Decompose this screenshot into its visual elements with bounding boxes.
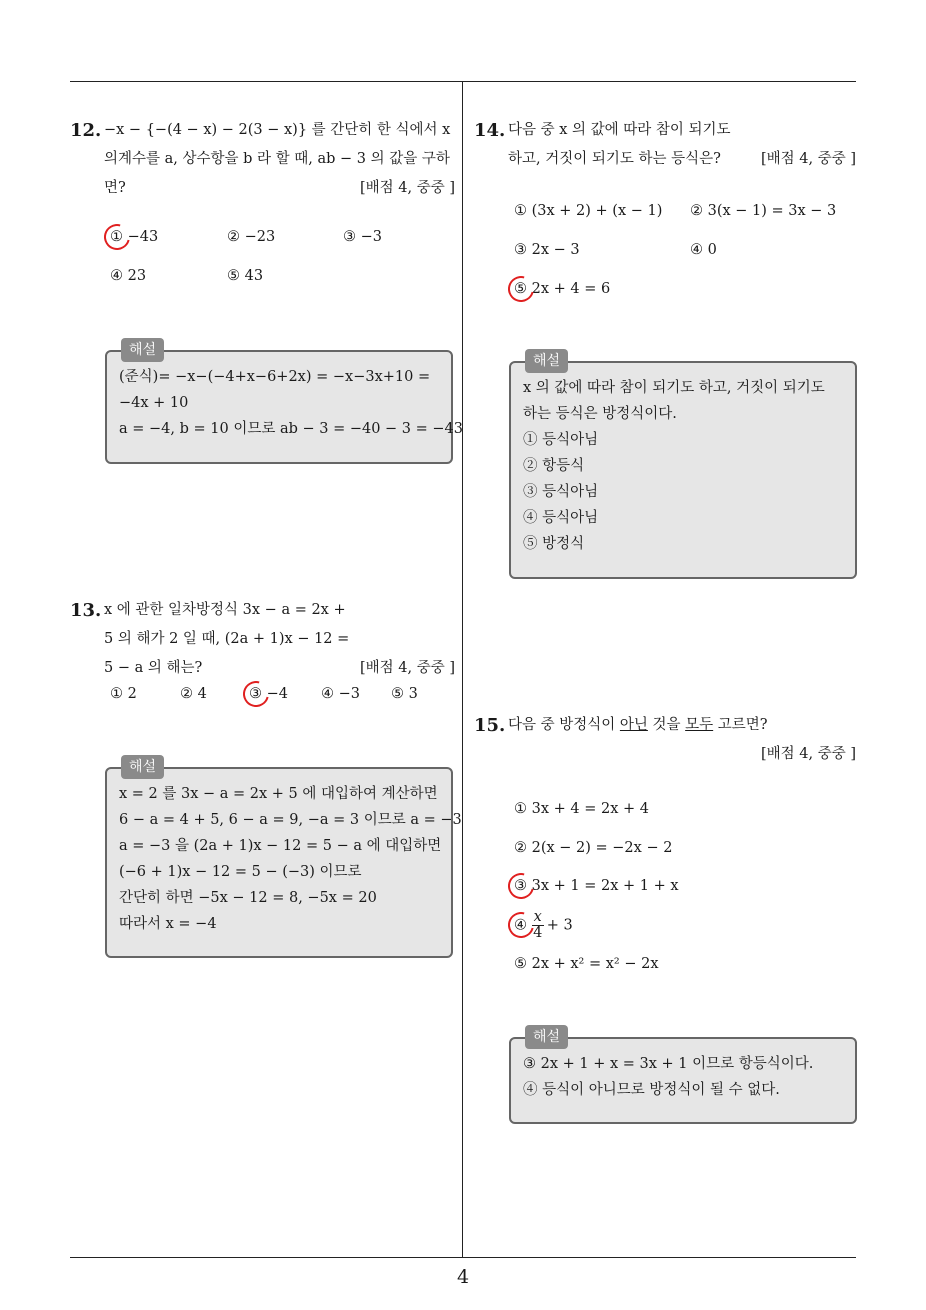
choice-1[interactable]: ① 3x + 4 = 2x + 4	[514, 801, 649, 817]
choice-4[interactable]: ④ 23	[110, 268, 147, 284]
fraction-numerator: x	[533, 909, 542, 925]
page-number: 4	[456, 1266, 470, 1288]
problem-meta: [배점 4, 중중 ]	[359, 660, 455, 676]
problem-meta: [배점 4, 중중 ]	[359, 180, 455, 196]
solution-line: 간단히 하면 −5x − 12 = 8, −5x = 20	[119, 890, 377, 906]
problem-text: x 에 관한 일차방정식 3x − a = 2x + 5 의 해가 2 일 때, (2a + 1)x − 12 = 5 − a 의 해는?	[104, 602, 350, 676]
solution-line: 따라서 x = −4	[119, 916, 217, 932]
problem-meta: [배점 4, 중중 ]	[760, 746, 856, 762]
solution-line: 하는 등식은 방정식이다.	[523, 406, 677, 422]
fraction-denominator: 4	[533, 925, 543, 941]
choice-5[interactable]: ⑤ 3	[391, 686, 418, 702]
choice-3[interactable]: ③ −4	[249, 686, 288, 702]
solution-line: ① 등식아님	[523, 432, 599, 448]
answer-mark-icon	[503, 868, 539, 904]
problem-text-part: 다음 중 방정식이	[508, 717, 620, 733]
column-divider	[462, 82, 463, 1257]
solution-label: 해설	[121, 338, 164, 362]
solution-line: x 의 값에 따라 참이 되기도 하고, 거짓이 되기도	[523, 380, 825, 396]
solution-line: −4x + 10	[119, 395, 189, 411]
problem-text-part: 고르면?	[713, 717, 768, 733]
problem-number: 14.	[474, 120, 506, 141]
solution-box-13	[105, 759, 462, 958]
problem-text: 다음 중 x 의 값에 따라 참이 되기도 하고, 거짓이 되기도 하는 등식은?	[508, 122, 731, 167]
problem-number: 12.	[70, 120, 102, 141]
choice-5[interactable]: ⑤ 2x + x² = x² − 2x	[514, 956, 659, 972]
solution-box-14	[509, 353, 857, 579]
choice-2[interactable]: ② −23	[227, 229, 276, 245]
solution-line: ③ 등식아님	[523, 484, 599, 500]
problem-meta: [배점 4, 중중 ]	[760, 151, 856, 167]
problem-number: 15.	[474, 715, 506, 736]
choice-2[interactable]: ② 4	[180, 686, 207, 702]
solution-box-12	[105, 342, 463, 464]
solution-line: ④ 등식아님	[523, 510, 599, 526]
solution-line: ② 항등식	[523, 458, 585, 474]
solution-box-15	[509, 1029, 857, 1124]
underlined-word: 아닌	[619, 717, 648, 733]
problem-text	[508, 711, 856, 740]
choice-1[interactable]: ① −43	[110, 229, 159, 245]
solution-line: (−6 + 1)x − 12 = 5 − (−3) 이므로	[119, 864, 362, 880]
choice-5[interactable]: ⑤ 2x + 4 = 6	[514, 281, 611, 297]
solution-label: 해설	[525, 349, 568, 373]
solution-line: ④ 등식이 아니므로 방정식이 될 수 없다.	[523, 1082, 780, 1098]
answer-mark-icon	[503, 271, 539, 307]
answer-mark-icon	[99, 219, 135, 255]
problem-13	[70, 596, 455, 683]
choice-3[interactable]: ③ −3	[343, 229, 382, 245]
choice-4[interactable]: ④ 0	[690, 242, 717, 258]
choice-2[interactable]: ② 3(x − 1) = 3x − 3	[690, 203, 837, 219]
solution-line: x = 2 를 3x − a = 2x + 5 에 대입하여 계산하면	[119, 786, 438, 802]
underlined-word: 모두	[685, 717, 714, 733]
fraction-rest: + 3	[546, 917, 573, 934]
choice-5[interactable]: ⑤ 43	[227, 268, 264, 284]
solution-line: a = −4, b = 10 이므로 ab − 3 = −40 − 3 = −43	[119, 421, 463, 437]
problem-15	[474, 711, 856, 769]
choice-2[interactable]: ② 2(x − 2) = −2x − 2	[514, 840, 673, 856]
choice-3[interactable]: ③ 3x + 1 = 2x + 1 + x	[514, 878, 679, 894]
choice-3[interactable]: ③ 2x − 3	[514, 242, 580, 258]
problem-text: −x − {−(4 − x) − 2(3 − x)} 를 간단히 한 식에서 x 의계수를 a, 상수항을 b 라 할 때, ab − 3 의 값을 구하면?	[104, 122, 451, 196]
solution-label: 해설	[525, 1025, 568, 1049]
problem-14	[474, 116, 856, 174]
problem-number: 13.	[70, 600, 102, 621]
solution-line: a = −3 을 (2a + 1)x − 12 = 5 − a 에 대입하면	[119, 838, 442, 854]
top-rule	[70, 81, 856, 82]
solution-label: 해설	[121, 755, 164, 779]
choice-4[interactable]: ④ −3	[321, 686, 360, 702]
problem-text-part: 것을	[647, 717, 686, 733]
solution-line: ⑤ 방정식	[523, 536, 585, 552]
bottom-rule	[70, 1257, 856, 1258]
choice-1[interactable]: ① 2	[110, 686, 137, 702]
choice-1[interactable]: ① (3x + 2) + (x − 1)	[514, 203, 663, 219]
solution-line: (준식)= −x−(−4+x−6+2x) = −x−3x+10 =	[119, 369, 431, 385]
solution-line: ③ 2x + 1 + x = 3x + 1 이므로 항등식이다.	[523, 1056, 814, 1072]
solution-line: 6 − a = 4 + 5, 6 − a = 9, −a = 3 이므로 a = −3	[119, 812, 462, 828]
choice-4-label: ④	[514, 917, 527, 934]
problem-12	[70, 116, 455, 203]
